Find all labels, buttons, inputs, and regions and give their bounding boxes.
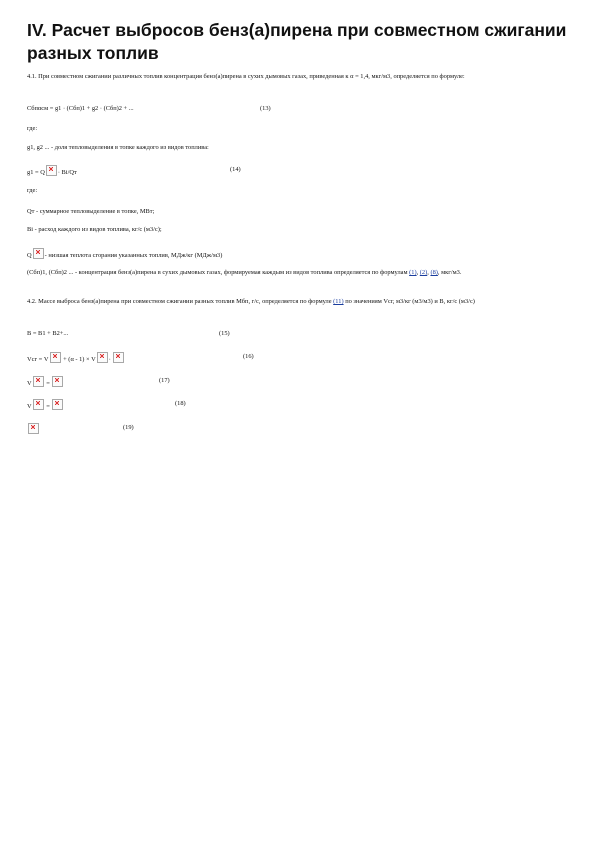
formula-17 — [27, 376, 64, 389]
share-definition: g1, g2 ... - доля тепловыделения в топке каждого из видов топлива: — [27, 144, 209, 151]
broken-image-icon — [33, 248, 44, 259]
paragraph-4-1: 4.1. При совместном сжигании различных топлив концентрация бенз(а)пирена в сухих дымовых газах, приведенная к α = 1,4, мкг/м3, определяется по формуле: — [27, 73, 465, 80]
formula-15: B = B1 + B2+... — [27, 330, 69, 337]
broken-image-icon — [33, 376, 44, 387]
broken-image-icon — [28, 423, 39, 434]
total-heat-definition: Qт - суммарное тепловыделение в топке, МВт; — [27, 208, 155, 215]
paragraph-4-2-tail: по значениям Vсг, м3/кг (м3/м3) и B, кг/с (м3/с) — [343, 298, 475, 305]
formula-16 — [27, 352, 125, 365]
where-label-2: где: — [27, 187, 38, 194]
calorific-value-definition — [27, 248, 222, 261]
broken-image-icon — [113, 352, 124, 363]
formula-18-symbol: V — [27, 403, 32, 410]
formula-13: Cбпαсм = g1 · (Cбп)1 + g2 · (Cбп)2 + ... — [27, 105, 134, 112]
broken-image-icon — [52, 376, 63, 387]
calorific-symbol: Q — [27, 252, 32, 259]
formula-16-part-b: + (α - 1) × V — [63, 356, 96, 363]
paragraph-4-2-text: 4.2. Массе выброса бенз(а)пирена при совместном сжигании разных топлив Мбп, г/с, определяется по формуле — [27, 298, 334, 305]
equation-number-16: (16) — [243, 353, 254, 360]
paragraph-4-2 — [27, 297, 567, 307]
where-label-1: где: — [27, 125, 38, 132]
fuel-consumption-definition: Bi - расход каждого из видов топлива, кг/с (м3/с); — [27, 226, 162, 233]
concentration-definition: (Cбп)1, (Cбп)2 ... - концентрация бенз(а)пирена в сухих дымовых газах, формируемая каждым из видов топлива определяется по формулам (1), (2), (8), мкг/м3. — [27, 269, 462, 276]
equation-number-17: (17) — [159, 377, 170, 384]
formula-14-left: g1 = Q — [27, 169, 45, 176]
formula-14-right: · Bi/Qт — [57, 169, 77, 176]
equation-number-13: (13) — [260, 105, 271, 112]
formula-14 — [27, 165, 77, 178]
broken-image-icon — [52, 399, 63, 410]
broken-image-icon — [33, 399, 44, 410]
formula-link-8[interactable]: (8) — [430, 269, 438, 276]
equation-number-15: (15) — [219, 330, 230, 337]
formula-link-2[interactable]: (2) — [419, 269, 428, 276]
broken-image-icon — [50, 352, 61, 363]
formula-17-symbol: V — [27, 380, 32, 387]
equation-number-18: (18) — [175, 400, 186, 407]
concentration-text: (Cбп)1, (Cбп)2 ... - концентрация бенз(а)пирена в сухих дымовых газах, формируемая каждым из видов топлива определяется по формулам — [27, 269, 410, 276]
concentration-tail: , мкг/м3. — [437, 269, 462, 276]
broken-image-icon — [46, 165, 57, 176]
formula-link-11[interactable]: (11) — [333, 298, 344, 305]
formula-18-equals: = — [46, 403, 50, 410]
formula-18 — [27, 399, 64, 412]
formula-19 — [27, 423, 40, 436]
formula-link-1[interactable]: (1) — [409, 269, 417, 276]
section-heading: IV. Расчет выбросов бенз(а)пирена при совместном сжигании разных топлив — [27, 20, 567, 63]
formula-16-part-a: Vсг = V — [27, 356, 49, 363]
formula-16-part-c: · — [108, 356, 111, 363]
formula-17-equals: = — [46, 380, 50, 387]
calorific-text: - низшая теплота сгорания указанных топлив, МДж/кг (МДж/м3) — [44, 252, 223, 259]
broken-image-icon — [97, 352, 108, 363]
equation-number-14: (14) — [230, 166, 241, 173]
equation-number-19: (19) — [123, 424, 134, 431]
